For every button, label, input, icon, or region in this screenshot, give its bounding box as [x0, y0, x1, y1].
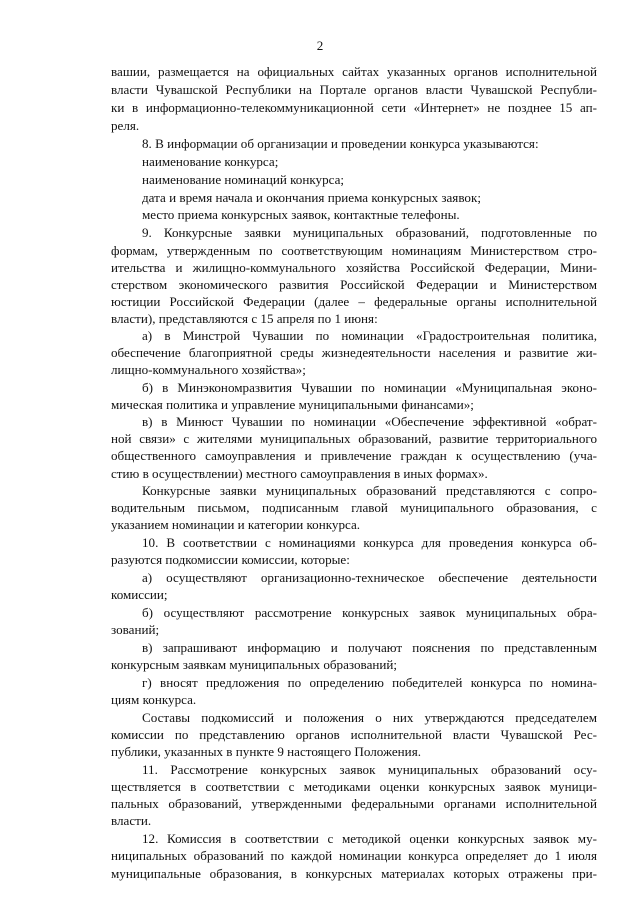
text-line: 9. Конкурсные заявки муниципальных образований, подготовленные по [142, 225, 597, 240]
text-line: в) запрашивают информацию и получают пояснения по представленным [142, 640, 597, 655]
text-line: б) в Минэкономразвития Чувашии по номинации «Муниципальная эконо- [142, 380, 597, 395]
text-line: наименование конкурса; [142, 154, 279, 169]
text-line: Составы подкомиссий и положения о них утверждаются председателем [142, 710, 597, 725]
text-line: мическая политика и управление муниципальными финансами»; [111, 397, 474, 412]
text-line: конкурсным заявкам муниципальных образований; [111, 657, 398, 672]
text-line: муниципальные образования, в конкурсных материалах которых отражены при- [111, 866, 597, 881]
text-line: 11. Рассмотрение конкурсных заявок муниципальных образований осу- [142, 762, 597, 777]
text-line: ниципальных образований по каждой номинации конкурса определяет до 1 июля [111, 848, 597, 863]
text-line: ительства и жилищно-коммунального хозяйства Российской Федерации, Мини- [111, 260, 597, 275]
text-line: наименование номинаций конкурса; [142, 172, 345, 187]
text-line: общественного самоуправления и привлечение граждан к осуществлению (уча- [111, 448, 597, 463]
text-line: власти. [111, 813, 152, 828]
text-line: лищно-коммунального хозяйства»; [111, 362, 306, 377]
text-line: а) осуществляют организационно-техническое обеспечение деятельности [142, 570, 597, 585]
text-line: циям конкурса. [111, 692, 197, 707]
text-line: комиссии по представлению органов исполнительной власти Чувашской Рес- [111, 727, 597, 742]
text-line: формам, утвержденным по соответствующим номинациям Министерством стро- [111, 243, 597, 258]
text-line: разуются подкомиссии комиссии, которые: [111, 552, 350, 567]
text-line: водительным письмом, подписанным главой муниципального образования, с [111, 500, 597, 515]
text-line: власти), представляются с 15 апреля по 1 июня: [111, 311, 378, 326]
text-line: 10. В соответствии с номинациями конкурса для проведения конкурса об- [142, 535, 597, 550]
text-line: юстиции Российской Федерации (далее – федеральные органы исполнительной [111, 294, 597, 309]
text-line: ществляется в соответствии с методиками оценки конкурсных заявок муници- [111, 779, 597, 794]
text-line: 12. Комиссия в соответствии с методикой оценки конкурсных заявок му- [142, 831, 597, 846]
text-line: 8. В информации об организации и проведении конкурса указываются: [142, 136, 539, 151]
text-line: ки в информационно-телекоммуникационной сети «Интернет» не позднее 15 ап- [111, 100, 597, 115]
text-line: Конкурсные заявки муниципальных образований представляются с сопро- [142, 483, 597, 498]
text-line: место приема конкурсных заявок, контактные телефоны. [142, 207, 460, 222]
text-line: власти Чувашской Республики на Портале органов власти Чувашской Республи- [111, 82, 597, 97]
text-line: а) в Минстрой Чувашии по номинации «Градостроительная политика, [142, 328, 597, 343]
text-line: г) вносят предложения по определению победителей конкурса по номина- [142, 675, 597, 690]
text-line: комиссии; [111, 587, 168, 602]
text-line: дата и время начала и окончания приема конкурсных заявок; [142, 190, 481, 205]
text-line: публики, указанных в пункте 9 настоящего Положения. [111, 744, 421, 759]
text-line: вашии, размещается на официальных сайтах указанных органов исполнительной [111, 64, 597, 79]
text-line: стию в осуществлении) местного самоуправления в иных формах». [111, 466, 488, 481]
text-line: зований; [111, 622, 160, 637]
text-line: ной связи» с жителями муниципальных образований, развитие территориального [111, 431, 597, 446]
text-line: указанием номинации и категории конкурса. [111, 517, 361, 532]
text-line: в) в Минюст Чувашии по номинации «Обеспечение эффективной «обрат- [142, 414, 597, 429]
page-number: 2 [316, 38, 324, 53]
text-line: стерством экономического развития Российской Федерации и Министерством [111, 277, 597, 292]
text-line: обеспечение благоприятной среды жизнедеятельности населения и развитие жи- [111, 345, 597, 360]
text-line: б) осуществляют рассмотрение конкурсных заявок муниципальных обра- [142, 605, 597, 620]
text-line: пальных образований, утвержденными федеральными органами исполнительной [111, 796, 597, 811]
text-line: реля. [111, 118, 140, 133]
